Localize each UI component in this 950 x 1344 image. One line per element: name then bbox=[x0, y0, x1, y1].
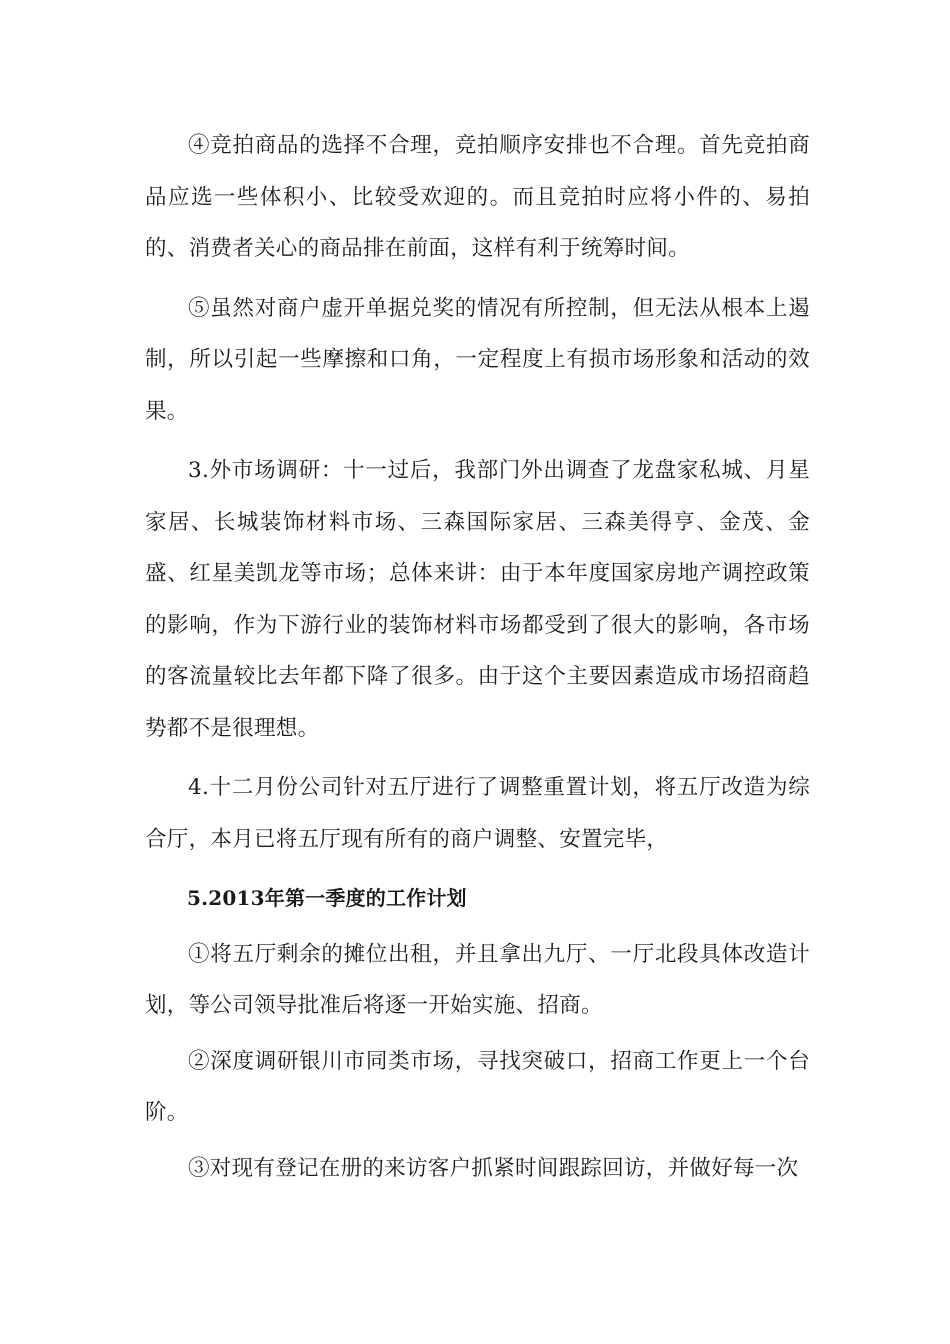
plan-item-3: ③对现有登记在册的来访客户抓紧时间跟踪回访，并做好每一次 bbox=[188, 1155, 799, 1181]
plan-item-2: ②深度调研银川市同类市场，寻找突破口，招商工作更上一个台阶。 bbox=[145, 1048, 810, 1125]
plan-item-1: ①将五厅剩余的摊位出租，并且拿出九厅、一厅北段具体改造计划，等公司领导批准后将逐一开始实施、招商。 bbox=[145, 941, 810, 1018]
section-heading: 5.2013年第一季度的工作计划 bbox=[187, 886, 467, 910]
paragraph-auction-goods: ④竞拍商品的选择不合理，竞拍顺序安排也不合理。首先竞拍商品应选一些体积小、比较受欢迎的。而且竞拍时应将小件的、易拍的、消费者关心的商品排在前面，这样有利于统筹时间。 bbox=[145, 133, 810, 261]
document-body bbox=[145, 120, 810, 1194]
paragraph-hall-five-adjustment: 4.十二月份公司针对五厅进行了调整重置计划，将五厅改造为综合厅，本月已将五厅现有所有的商户调整、安置完毕， bbox=[145, 775, 810, 852]
paragraph-merchant-receipts: ⑤虽然对商户虚开单据兑奖的情况有所控制，但无法从根本上遏制，所以引起一些摩擦和口角，一定程度上有损市场形象和活动的效果。 bbox=[145, 295, 810, 424]
paragraph-market-research: 3.外市场调研：十一过后，我部门外出调查了龙盘家私城、月星家居、长城装饰材料市场、三森国际家居、三森美得亨、金茂、金盛、红星美凯龙等市场；总体来讲：由于本年度国家房地产调控政策的影响，作为下游行业的装饰材料市场都受到了很大的影响，各市场的客流量较比去年都下降了很多。由于这个主要因素造成市场招商趋势都不是很理想。 bbox=[145, 458, 810, 741]
